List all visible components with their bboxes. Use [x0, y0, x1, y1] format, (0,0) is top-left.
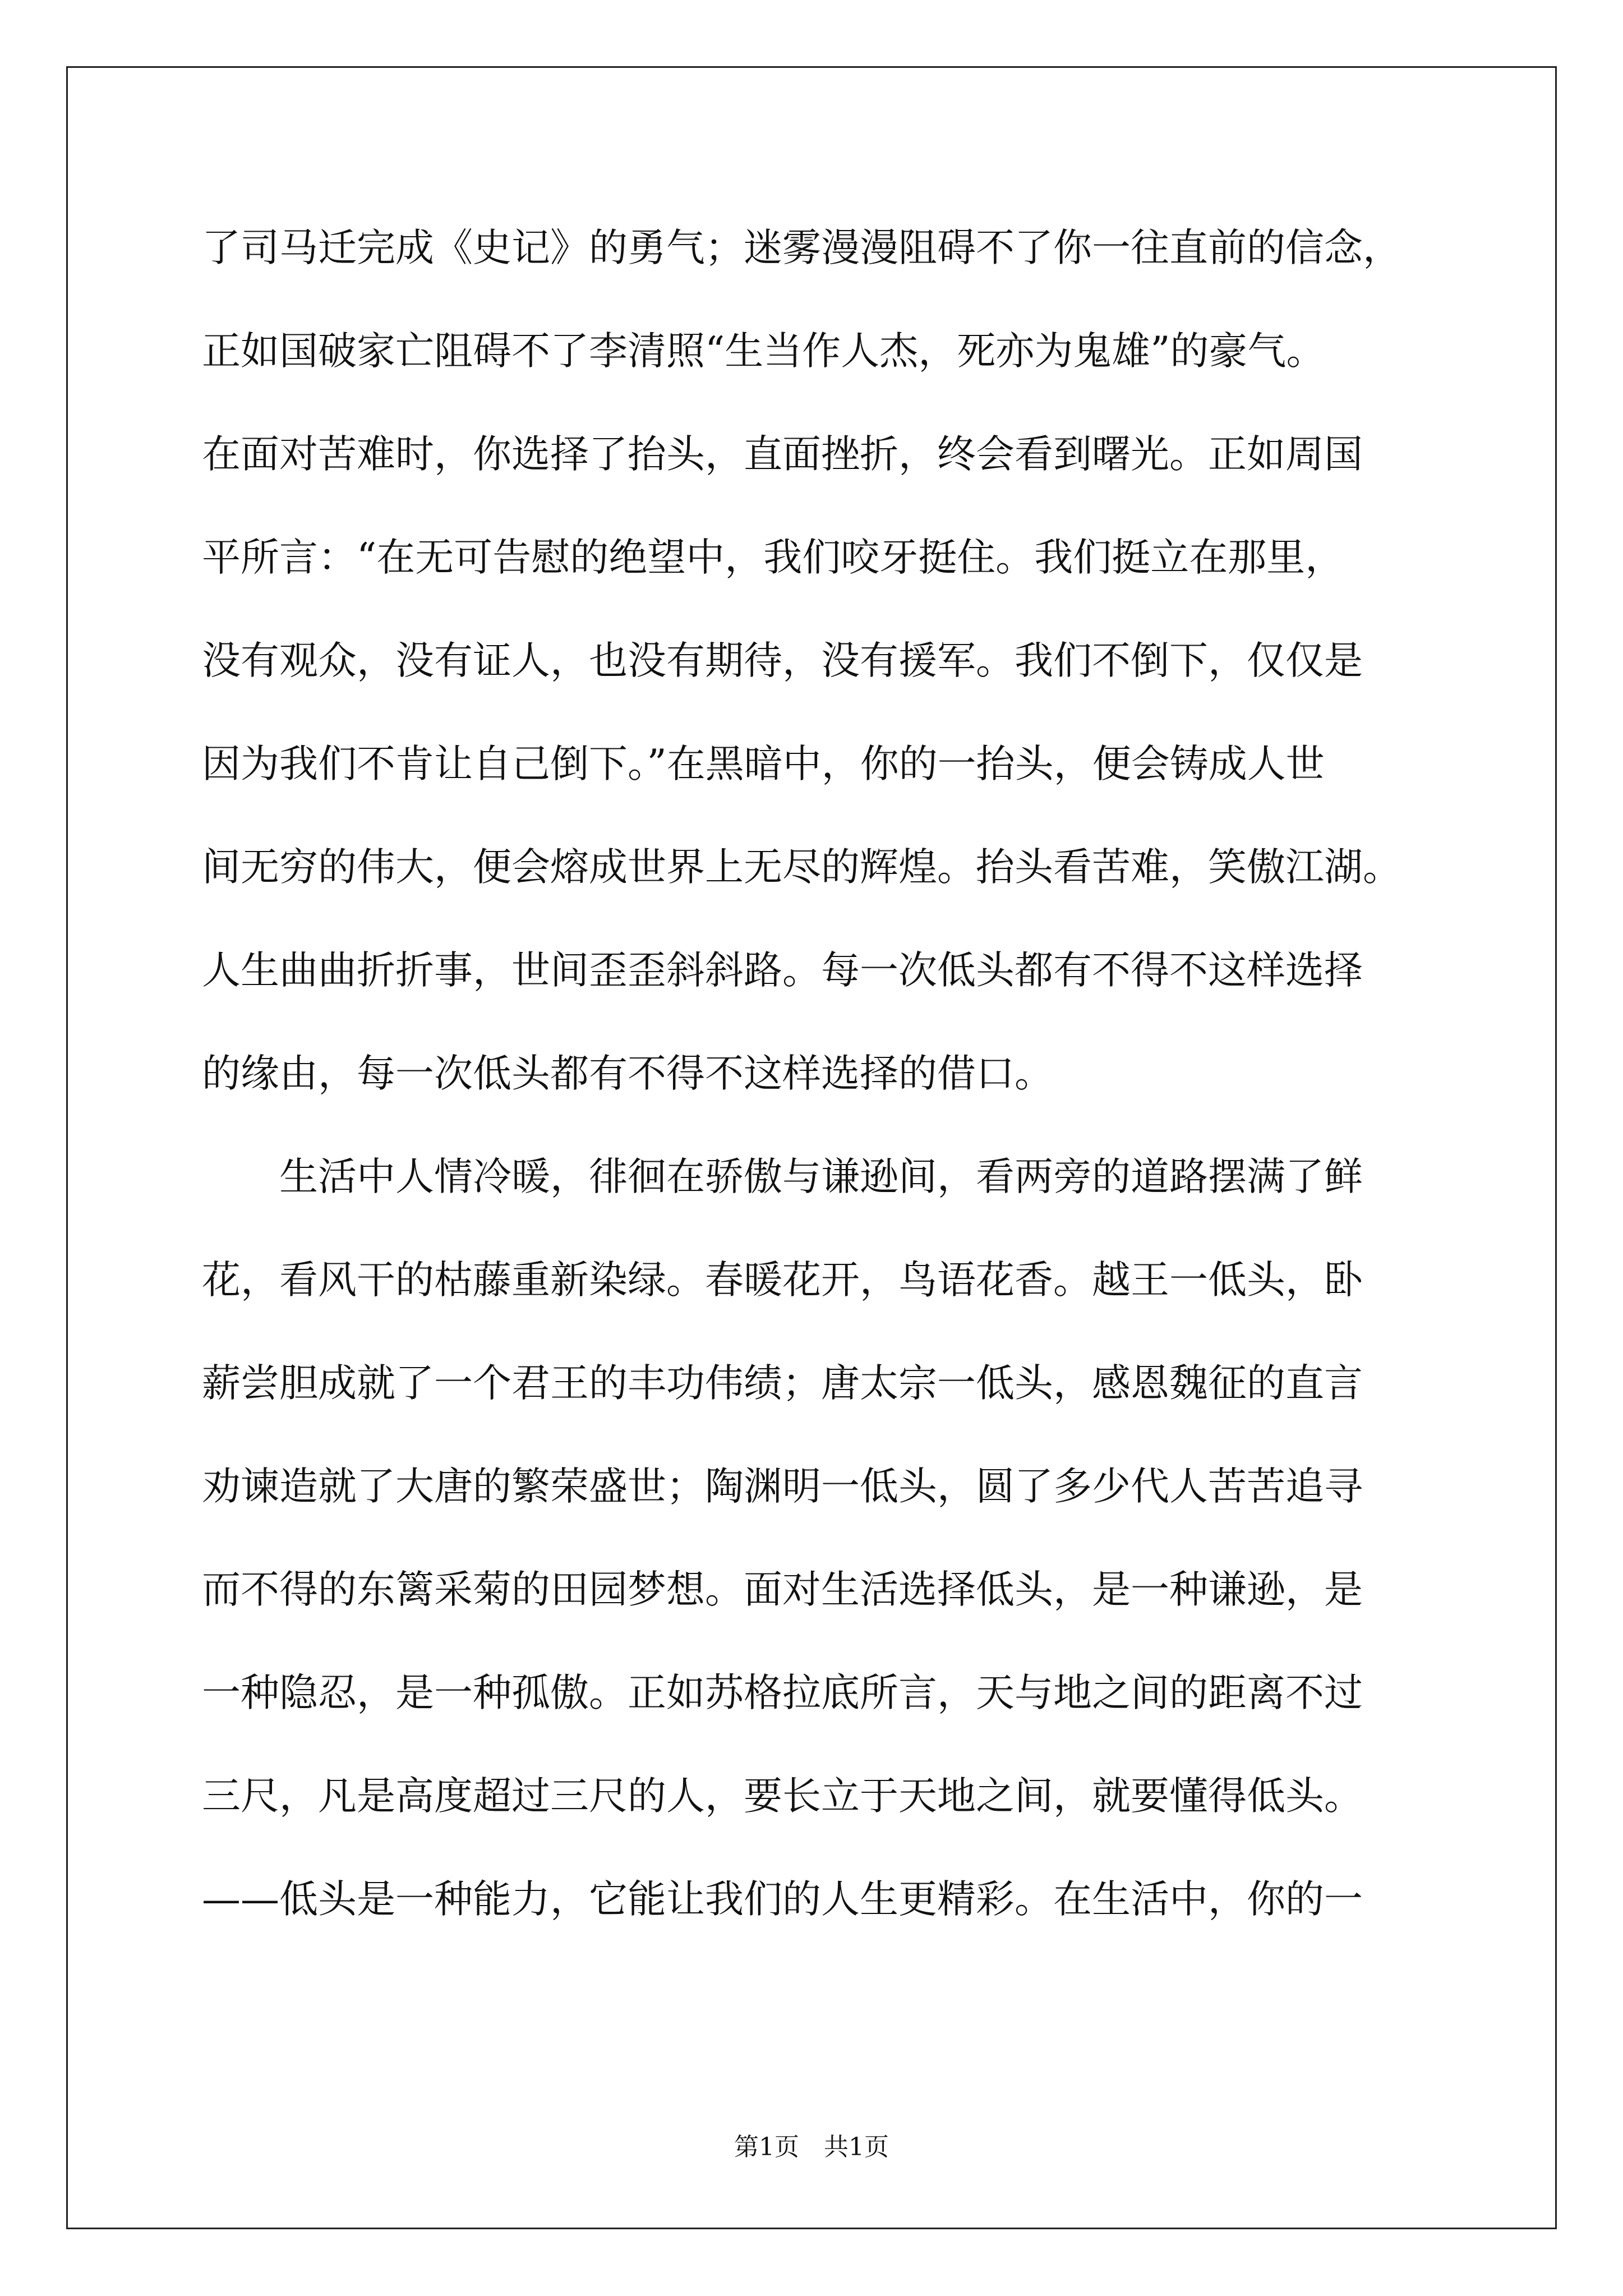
text-line: 的缘由，每一次低头都有不得不这样选择的借口。: [202, 1051, 1053, 1096]
text-line: 人生曲曲折折事，世间歪歪斜斜路。每一次低头都有不得不这样选择: [202, 948, 1363, 993]
page-footer: [0, 2131, 1623, 2164]
text-line: 三尺，凡是高度超过三尺的人，要长立于天地之间，就要懂得低头。: [202, 1774, 1363, 1819]
text-line: 间无穷的伟大，便会熔成世界上无尽的辉煌。抬头看苦难，笑傲江湖。: [202, 845, 1401, 890]
text-line: 平所言：“在无可告慰的绝望中，我们咬牙挺住。我们挺立在那里，: [202, 535, 1344, 580]
text-line: 没有观众，没有证人，也没有期待，没有援军。我们不倒下，仅仅是: [202, 638, 1363, 683]
page-total: 共1页: [824, 2133, 889, 2161]
text-line: 花，看风干的枯藤重新染绿。春暖花开，鸟语花香。越王一低头，卧: [202, 1258, 1363, 1303]
text-line: 正如国破家亡阻碍不了李清照“生当作人杰，死亦为鬼雄”的豪气。: [202, 329, 1325, 374]
page-number: 第1页: [734, 2133, 799, 2161]
text-line: 了司马迁完成《史记》的勇气；迷雾漫漫阻碍不了你一往直前的信念，: [202, 226, 1401, 270]
text-line: 薪尝胆成就了一个君王的丰功伟绩；唐太宗一低头，感恩魏征的直言: [202, 1361, 1363, 1406]
paragraph-start-line: 生活中人情冷暖，徘徊在骄傲与谦逊间，看两旁的道路摆满了鲜: [279, 1154, 1363, 1199]
text-line: 在面对苦难时，你选择了抬头，直面挫折，终会看到曙光。正如周国: [202, 432, 1363, 477]
text-line: 而不得的东篱采菊的田园梦想。面对生活选择低头，是一种谦逊，是: [202, 1567, 1363, 1612]
text-line: 劝谏造就了大唐的繁荣盛世；陶渊明一低头，圆了多少代人苦苦追寻: [202, 1464, 1363, 1509]
document-body: [202, 196, 1447, 1951]
text-line: ——低头是一种能力，它能让我们的人生更精彩。在生活中，你的一: [202, 1877, 1363, 1922]
text-line: 因为我们不肯让自己倒下。”在黑暗中，你的一抬头，便会铸成人世: [202, 742, 1325, 786]
text-line: 一种隐忍，是一种孤傲。正如苏格拉底所言，天与地之间的距离不过: [202, 1671, 1363, 1715]
